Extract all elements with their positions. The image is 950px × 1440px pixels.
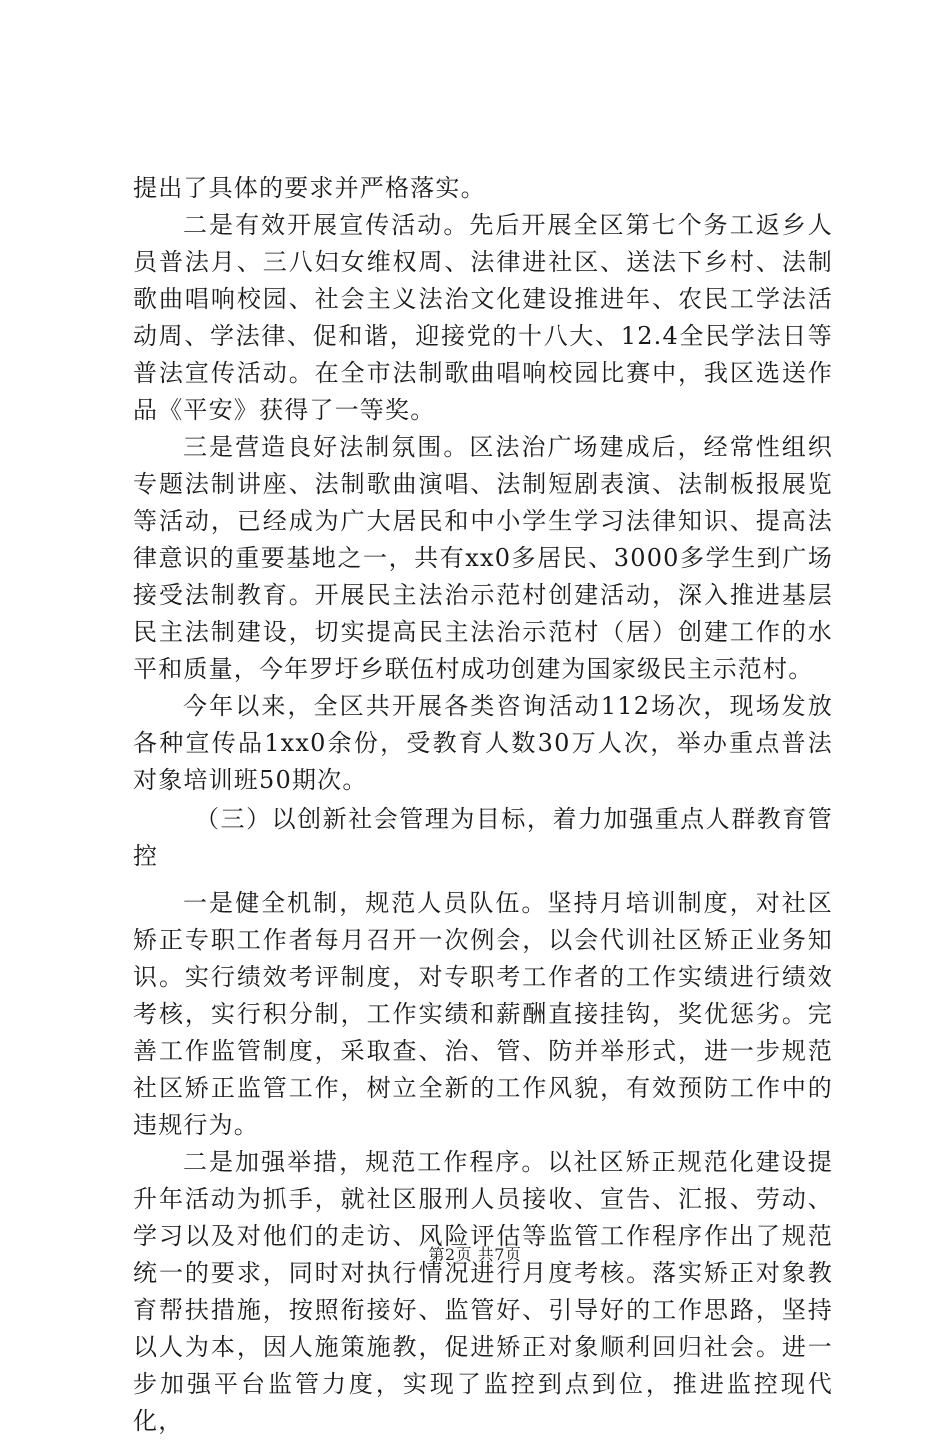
paragraph-publicity-activities: 二是有效开展宣传活动。先后开展全区第七个务工返乡人员普法月、三八妇女维权周、法律进社区、送法下乡村、法制歌曲唱响校园、社会主义法治文化建设推进年、农民工学法活动周、学法律、促和谐，迎接党的十八大、12.4全民学法日等普法宣传活动。在全市法制歌曲唱响校园比赛中，我区选送作品《平安》获得了一等奖。 [133,211,833,424]
paragraph-continuation: 提出了具体的要求并严格落实。 [133,174,486,202]
page-footer: 第2页 共7页 [428,1245,522,1264]
paragraph-yearly-summary: 今年以来，全区共开展各类咨询活动112场次，现场发放各种宣传品1xx0余份，受教育人数30万人次，举办重点普法对象培训班50期次。 [133,692,833,794]
section-heading-3: （三）以创新社会管理为目标，着力加强重点人群教育管控 [133,805,833,870]
paragraph-mechanism: 一是健全机制，规范人员队伍。坚持月培训制度，对社区矫正专职工作者每月召开一次例会，以会代训社区矫正业务知识。实行绩效考评制度，对专职考工作者的工作实绩进行绩效考核，实行积分制，工作实绩和薪酬直接挂钩，奖优惩劣。完善工作监管制度，采取查、治、管、防并举形式，进一步规范社区矫正监管工作，树立全新的工作风貌，有效预防工作中的违规行为。 [133,889,833,1139]
paragraph-procedures: 二是加强举措，规范工作程序。以社区矫正规范化建设提升年活动为抓手，就社区服刑人员接收、宣告、汇报、劳动、学习以及对他们的走访、风险评估等监管工作程序作出了规范统一的要求，同时对执行情况进行月度考核。落实矫正对象教育帮扶措施，按照衔接好、监管好、引导好的工作思路，坚持以人为本，因人施策施教，促进矫正对象顺利回归社会。进一步加强平台监管力度，实现了监控到点到位，推进监控现代化， [133,1148,833,1435]
paragraph-legal-atmosphere: 三是营造良好法制氛围。区法治广场建成后，经常性组织专题法制讲座、法制歌曲演唱、法制短剧表演、法制板报展览等活动，已经成为广大居民和中小学生学习法律知识、提高法律意识的重要基地之一，共有xx0多居民、3000多学生到广场接受法制教育。开展民主法治示范村创建活动，深入推进基层民主法制建设，切实提高民主法治示范村（居）创建工作的水平和质量，今年罗圩乡联伍村成功创建为国家级民主示范村。 [133,433,833,683]
